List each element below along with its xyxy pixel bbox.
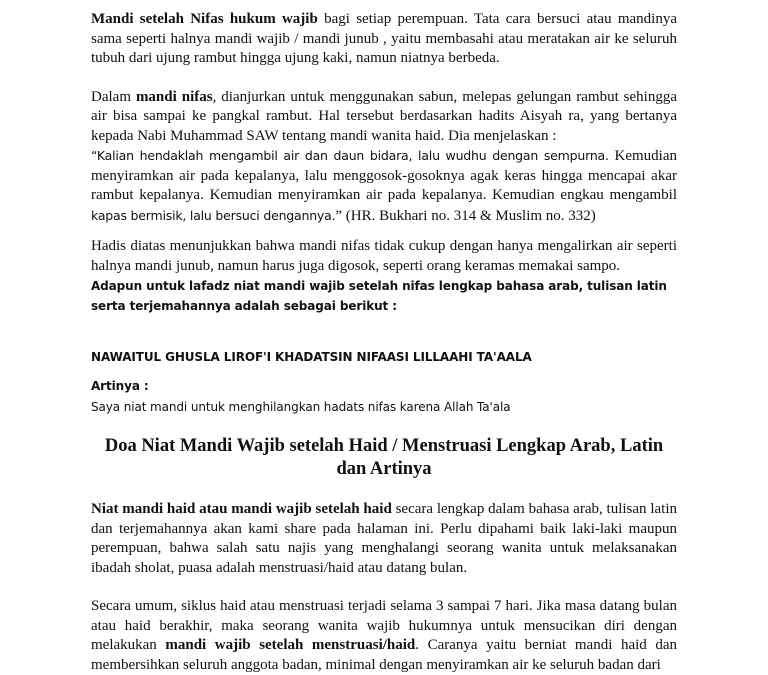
paragraph-text: bagi setiap perempuan. Tata cara bersuci atau mandinya sama seperti halnya mandi wajib / mandi junub , yaitu membasahi atau meratakan air ke seluruh tubuh dari ujung rambut hingga ujung kaki, namun niatnya berbeda. <box>91 11 678 66</box>
hadith-citation: ” (HR. Bukhari no. 314 & Muslim no. 332) <box>335 207 596 224</box>
bold-phrase: Mandi setelah Nifas hukum wajib <box>91 11 318 27</box>
paragraph-text: secara lengkap dalam bahasa arab, tulisan latin dan terjemahannya akan kami share pada halaman ini. Perlu dipahami baik laki-laki maupun perempuan, bahwa salah satu najis yang menghalangi seorang wanita untuk melaksanakan ibadah sholat, puasa adalah menstruasi/haid atau datang bulan. <box>91 501 677 576</box>
paragraph-mandi-nifas <box>91 88 677 227</box>
paragraph-nifas-wajib <box>91 10 677 69</box>
bold-phrase: Niat mandi haid atau mandi wajib setelah haid <box>91 501 392 517</box>
document-page <box>91 10 677 675</box>
niat-latin-text: NAWAITUL GHUSLA LIROF'I KHADATSIN NIFAASI LILLAAHI TA'AALA <box>91 350 532 364</box>
hadith-quote-end: kapas bermisik, lalu bersuci dengannya. <box>91 207 336 223</box>
paragraph-text: , dianjurkan untuk menggunakan sabun, melepas gelungan rambut sehingga air bisa sampai ke pangkal rambut. Hal tersebut berdasarkan hadits Aisyah ra, yang bertanya kepada Nabi Muhammad SAW tentang mandi wanita haid. Dia menjelaskan : <box>91 88 678 144</box>
section-heading: Doa Niat Mandi Wajib setelah Haid / Menstruasi Lengkap Arab, Latin dan Artinya <box>104 436 664 479</box>
paragraph-niat-haid <box>91 500 677 578</box>
paragraph-text: Dalam <box>91 88 136 105</box>
paragraph-text: . Caranya yaitu berniat mandi haid dan membersihkan seluruh anggota badan, minimal dengan menyiramkan air ke seluruh badan dari <box>91 637 677 673</box>
paragraph-text: Secara umum, siklus haid atau menstruasi terjadi selama 3 sampai 7 hari. Jika masa datang bulan atau haid berakhir, maka seorang wanita wajib hukumnya untuk mensucikan diri dengan melakukan <box>91 598 677 653</box>
hadith-quote-middle: Kemudian menyiramkan air pada kepalanya, lalu menggosok-gosoknya agak keras hingga mencapai akar rambut kepalanya. Kemudian menyiramkan air pada kepalanya. Kemudian engkau mengambil <box>91 148 678 203</box>
hadith-quote-start: “Kalian hendaklah mengambil air dan daun bidara, lalu wudhu dengan sempurna. <box>91 148 609 163</box>
artinya-text: Saya niat mandi untuk menghilangkan hadats nifas karena Allah Ta'ala <box>91 400 511 414</box>
bold-phrase: mandi wajib setelah menstruasi/haid <box>165 637 416 653</box>
paragraph-siklus-haid <box>91 597 677 675</box>
artinya-label: Artinya : <box>91 379 149 393</box>
niat-intro: Adapun untuk lafadz niat mandi wajib setelah nifas lengkap bahasa arab, tulisan latin serta terjemahannya adalah sebagai berikut : <box>91 279 667 313</box>
paragraph-hadis-explanation: Hadis diatas menunjukkan bahwa mandi nifas tidak cukup dengan hanya mengalirkan air seperti halnya mandi junub, namun harus juga digosok, seperti orang keramas memakai sampo. <box>91 238 677 274</box>
bold-phrase: mandi nifas <box>135 88 213 105</box>
